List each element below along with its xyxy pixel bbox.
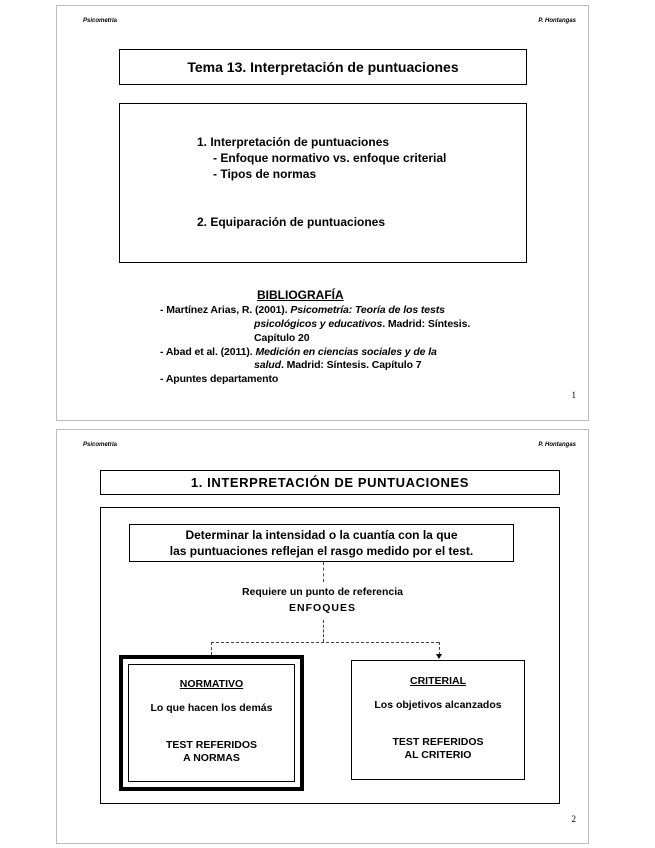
outline-item-2: 2. Equiparación de puntuaciones [197,215,386,229]
ref1-author: - Martínez Arias, R. (2001). [160,304,288,316]
header-author: P. Hontangas [538,442,576,448]
bibliography-ref-2-cont [254,359,421,371]
header-course: Psicometría [83,18,118,24]
bibliography-ref-1 [160,304,445,316]
definition-box [129,524,514,562]
connector-line [211,642,439,643]
normative-tests-line-1: TEST REFERIDOS [165,739,257,751]
slide-title-box [100,470,560,495]
criterial-description: Los objetivos alcanzados [374,699,502,711]
requires-label: Requiere un punto de referencia [241,586,404,598]
ref1-publisher: . Madrid: Síntesis. [382,318,471,330]
slide-title: Tema 13. Interpretación de puntuaciones [187,59,459,75]
definition-line-1: Determinar la intensidad o la cuantía con la que [185,528,458,542]
slide-page-2 [56,429,589,844]
normative-heading: NORMATIVO [179,678,244,690]
bibliography-ref-2 [160,346,437,358]
connector-line [323,562,324,582]
outline-subitem-2: - Tipos de normas [213,167,317,181]
definition-line-2: las puntuaciones reflejan el rasgo medido por el test. [169,544,474,558]
header-author: P. Hontangas [538,18,576,24]
outline-subitem-1: - Enfoque normativo vs. enfoque criterial [213,151,447,165]
bibliography-ref-3: - Apuntes departamento [160,373,279,385]
normative-tests-line-2: A NORMAS [183,752,240,764]
connector-line [211,642,212,655]
page-number: 2 [571,814,576,824]
bibliography-ref-1-cont [254,318,470,330]
outline-box [119,103,527,263]
ref1-title-a: Psicometría: Teoría de los tests [290,304,445,316]
slide-page-1 [56,5,589,421]
page-number: 1 [571,390,576,400]
normative-card [119,655,304,791]
criterial-heading: CRITERIAL [410,675,466,687]
outline-item-1: 1. Interpretación de puntuaciones [197,135,390,149]
criterial-card [351,660,525,780]
ref2-publisher: . Madrid: Síntesis. Capítulo 7 [280,359,422,371]
normative-description: Lo que hacen los demás [150,702,273,714]
ref1-title-b: psicológicos y educativos [254,318,383,330]
approaches-label: ENFOQUES [289,602,356,614]
ref2-title-a: Medición en ciencias sociales y de la [255,346,437,358]
ref1-chapter: Capítulo 20 [254,332,310,344]
criterial-tests-line-1: TEST REFERIDOS [392,736,484,748]
arrow-down-icon [436,654,442,659]
bibliography-title: BIBLIOGRAFÍA [257,288,344,302]
header-course: Psicometría [83,442,118,448]
ref2-title-b: salud [254,359,281,371]
criterial-tests-line-2: AL CRITERIO [404,749,472,761]
slide-title-box [119,49,527,85]
ref2-author: - Abad et al. (2011). [160,346,253,358]
slide-title: 1. INTERPRETACIÓN DE PUNTUACIONES [190,475,470,490]
connector-line [323,620,324,642]
